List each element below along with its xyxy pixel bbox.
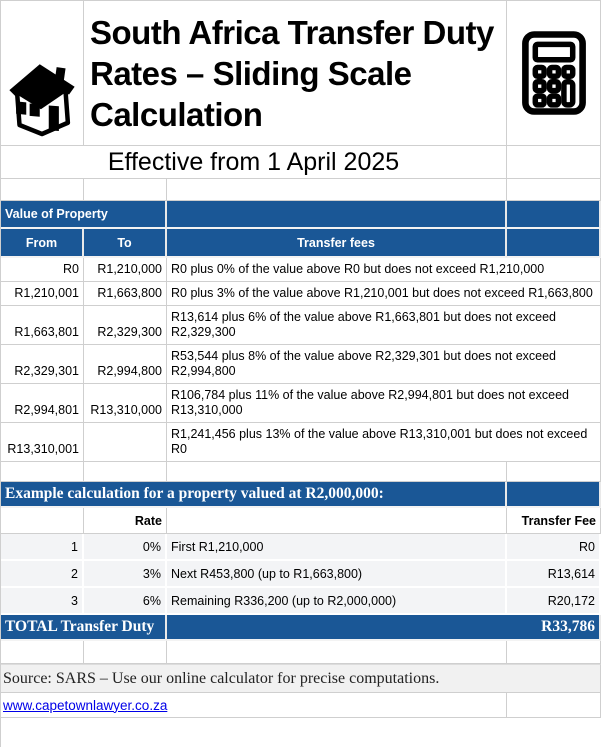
- col-header-from: From: [1, 229, 84, 258]
- source-row: [1, 664, 601, 693]
- rate-row: [1, 423, 601, 462]
- empty-cell: [507, 693, 601, 718]
- fee-text: R106,784 plus 11% of the value above R2,994,801 but does not exceed R13,310,000: [167, 384, 601, 423]
- title-row: [1, 1, 601, 146]
- from-value: R1,663,801: [1, 306, 84, 345]
- fee-value: R20,172: [507, 588, 601, 615]
- empty-cell: [507, 146, 601, 179]
- rate-value: 0%: [84, 534, 167, 561]
- rate-value: 3%: [84, 561, 167, 588]
- step-description: Remaining R336,200 (up to R2,000,000): [167, 588, 507, 615]
- spacer-row: [1, 641, 601, 664]
- col-header-rate: Rate: [84, 508, 167, 534]
- example-row: [1, 588, 601, 615]
- source-note: Source: SARS – Use our online calculator for precise computations.: [1, 664, 601, 693]
- example-column-headers: [1, 508, 601, 534]
- empty-header-cell: [507, 482, 601, 508]
- value-of-property-header: [1, 201, 601, 229]
- calculator-icon: [521, 30, 587, 116]
- from-value: R2,329,301: [1, 345, 84, 384]
- to-value: R1,210,000: [84, 258, 167, 282]
- spacer-row: [1, 179, 601, 201]
- to-value: [84, 423, 167, 462]
- subtitle-row: [1, 146, 601, 179]
- empty-header-cell: [167, 201, 507, 229]
- from-value: R13,310,001: [1, 423, 84, 462]
- from-value: R0: [1, 258, 84, 282]
- from-value: R1,210,001: [1, 282, 84, 306]
- example-section-header: [1, 482, 601, 508]
- to-value: R13,310,000: [84, 384, 167, 423]
- total-label: TOTAL Transfer Duty: [1, 615, 167, 641]
- calculator-icon-cell: [507, 1, 601, 146]
- website-link-cell: [1, 693, 507, 718]
- rate-value: 6%: [84, 588, 167, 615]
- example-title: Example calculation for a property valued at R2,000,000:: [1, 482, 507, 508]
- col-header-fees: Transfer fees: [167, 229, 507, 258]
- fee-value: R13,614: [507, 561, 601, 588]
- step-number: 1: [1, 534, 84, 561]
- total-row: [1, 615, 601, 641]
- rate-row: [1, 258, 601, 282]
- to-value: R2,329,300: [84, 306, 167, 345]
- rates-column-headers: [1, 229, 601, 258]
- fee-text: R53,544 plus 8% of the value above R2,329,301 but does not exceed R2,994,800: [167, 345, 601, 384]
- fee-text: R13,614 plus 6% of the value above R1,663,801 but does not exceed R2,329,300: [167, 306, 601, 345]
- rate-row: [1, 384, 601, 423]
- website-link[interactable]: www.capetownlawyer.co.za: [3, 697, 168, 713]
- spacer-row: [1, 462, 601, 482]
- fee-text: R0 plus 3% of the value above R1,210,001 but does not exceed R1,663,800: [167, 282, 601, 306]
- house-icon: [6, 59, 78, 137]
- empty-header-cell: [507, 229, 601, 258]
- rate-row: [1, 282, 601, 306]
- link-row: [1, 693, 601, 718]
- example-row: [1, 534, 601, 561]
- fee-text: R0 plus 0% of the value above R0 but does not exceed R1,210,000: [167, 258, 601, 282]
- to-value: R2,994,800: [84, 345, 167, 384]
- step-number: 3: [1, 588, 84, 615]
- fee-text: R1,241,456 plus 13% of the value above R13,310,001 but does not exceed R0: [167, 423, 601, 462]
- example-row: [1, 561, 601, 588]
- rate-row: [1, 306, 601, 345]
- title-cell: [84, 1, 507, 146]
- empty-header-cell: [507, 201, 601, 229]
- rate-row: [1, 345, 601, 384]
- house-icon-cell: [1, 1, 84, 146]
- effective-date: Effective from 1 April 2025: [1, 146, 507, 179]
- to-value: R1,663,800: [84, 282, 167, 306]
- from-value: R2,994,801: [1, 384, 84, 423]
- fee-value: R0: [507, 534, 601, 561]
- total-value: R33,786: [167, 615, 601, 641]
- step-description: Next R453,800 (up to R1,663,800): [167, 561, 507, 588]
- col-header-to: To: [84, 229, 167, 258]
- section-label: Value of Property: [1, 201, 167, 229]
- step-description: First R1,210,000: [167, 534, 507, 561]
- col-header-transfer-fee: Transfer Fee: [507, 508, 601, 534]
- page-title: South Africa Transfer Duty Rates – Sliding Scale Calculation: [90, 13, 494, 133]
- step-number: 2: [1, 561, 84, 588]
